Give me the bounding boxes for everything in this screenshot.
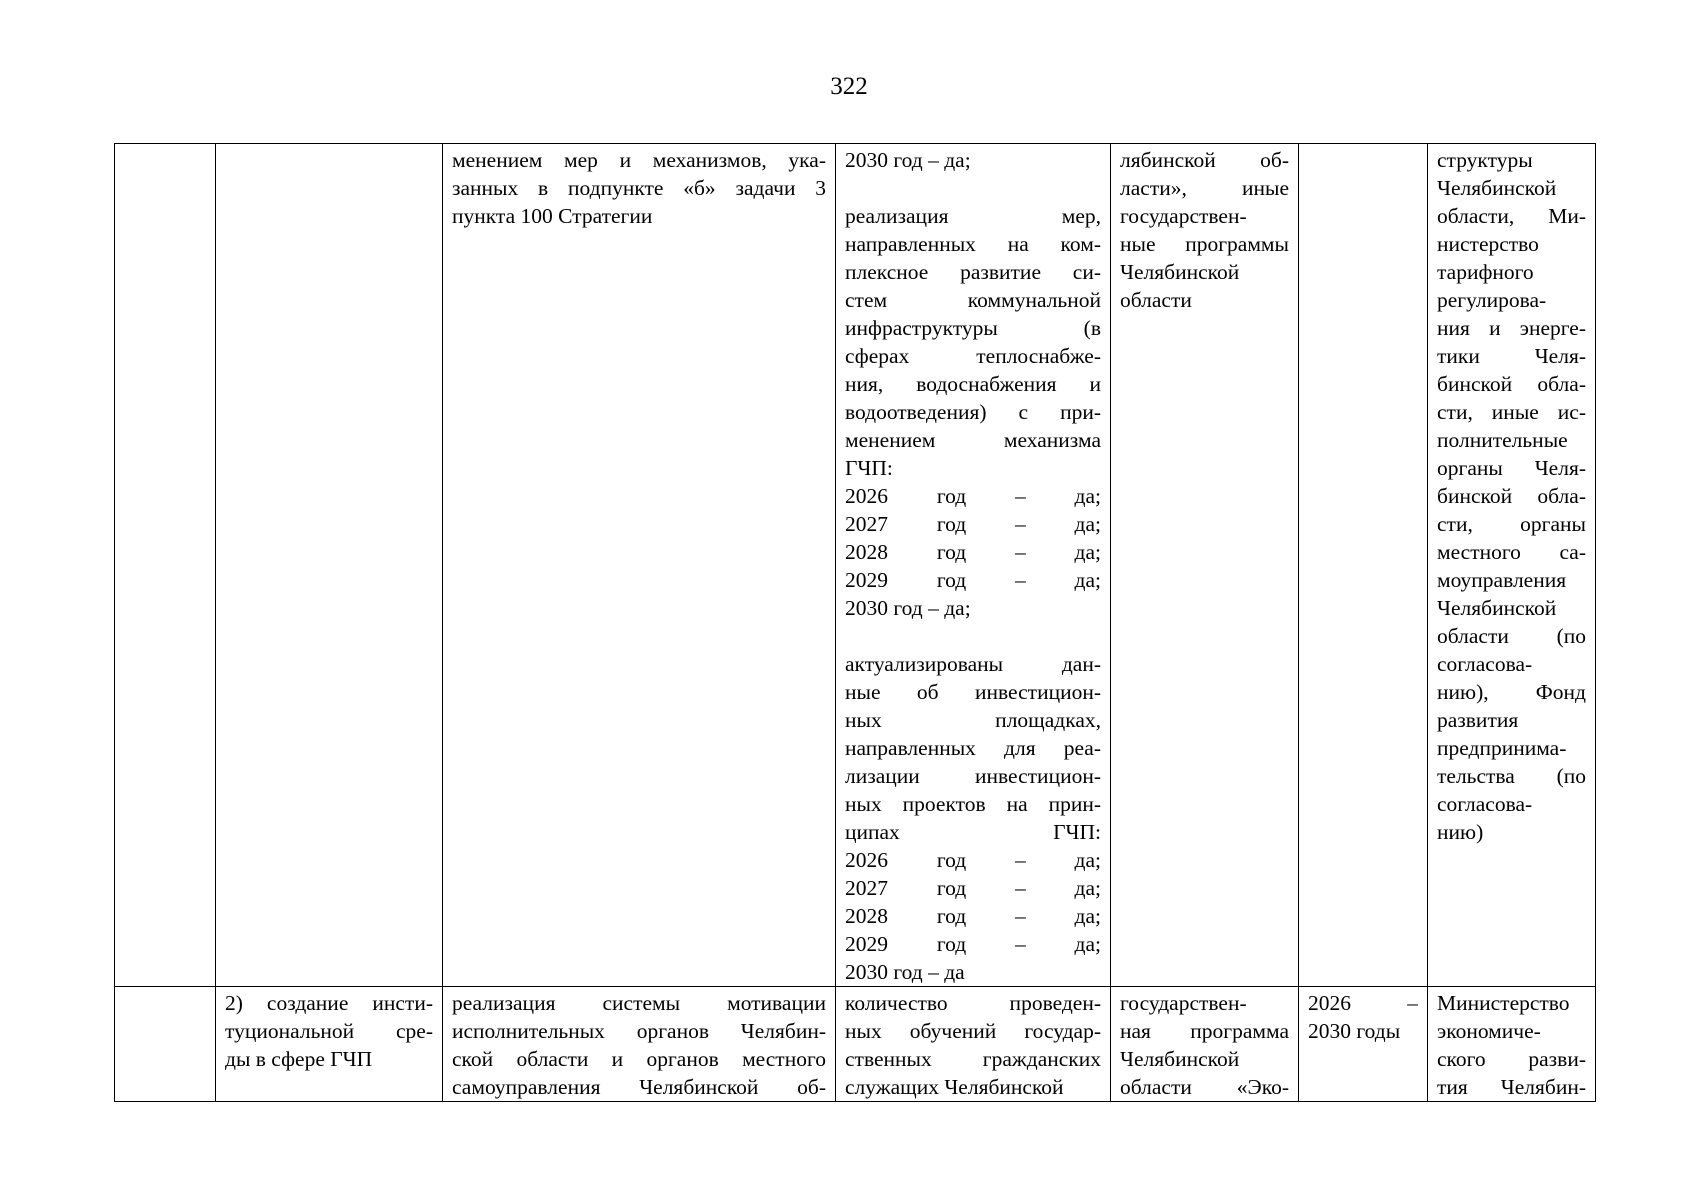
paragraph-gap: [845, 174, 1101, 202]
cell-text-line: 2028 год – да;: [845, 540, 1101, 564]
cell-text-line: развития: [1437, 708, 1519, 732]
cell-text-line: государствен-: [1120, 991, 1247, 1015]
cell-text-line: экономиче-: [1437, 1019, 1541, 1043]
cell-text-line: тарифного: [1437, 260, 1534, 284]
cell-text-line: тики Челя-: [1437, 344, 1586, 368]
cell-text-line: 2027 год – да;: [845, 876, 1101, 900]
cell-text-line: стем коммунальной: [845, 288, 1101, 312]
cell-text-line: ГЧП:: [845, 456, 893, 480]
cell-text-line: 2026 год – да;: [845, 484, 1101, 508]
cell-text-line: ды в сфере ГЧП: [225, 1047, 373, 1071]
cell-text-line: регулирова-: [1437, 288, 1547, 312]
table-row: [115, 144, 1596, 987]
cell-task: [216, 987, 443, 1102]
cell-text-line: ная программа: [1120, 1019, 1289, 1043]
cell-indicator: [836, 987, 1111, 1102]
cell-text-line: области: [1120, 288, 1192, 312]
cell-text-line: нию): [1437, 820, 1484, 844]
cell-text-line: плексное развитие си-: [845, 260, 1101, 284]
cell-text-line: реализация мер,: [845, 204, 1101, 228]
cell-text-line: водоотведения) с при-: [845, 400, 1101, 424]
cell-text-line: ных площадках,: [845, 708, 1101, 732]
cell-text-line: моуправления: [1437, 568, 1567, 592]
cell-text-line: туциональной сре-: [225, 1019, 433, 1043]
cell-text-line: 2029 год – да;: [845, 568, 1101, 592]
cell-text-line: количество проведен-: [845, 991, 1101, 1015]
cell-program: [1111, 144, 1299, 987]
cell-text-line: лизации инвестицион-: [845, 764, 1101, 788]
cell-text-line: структуры: [1437, 148, 1533, 172]
cell-text-line: Челябинской: [1120, 260, 1240, 284]
cell-text-line: нию), Фонд: [1437, 680, 1586, 704]
cell-text-line: ского разви-: [1437, 1047, 1586, 1071]
cell-text-line: 2026 –: [1308, 991, 1418, 1015]
cell-indicator: [836, 144, 1111, 987]
cell-text-line: Челябинской: [1120, 1047, 1240, 1071]
cell-text-line: местного са-: [1437, 540, 1586, 564]
cell-text-line: сферах теплоснабже-: [845, 344, 1101, 368]
cell-text-line: 2026 год – да;: [845, 848, 1101, 872]
cell-text-line: реализация системы мотивации: [452, 991, 826, 1015]
cell-text-line: 2) создание инсти-: [225, 991, 433, 1015]
cell-text-line: согласова-: [1437, 652, 1533, 676]
measures-table: [114, 143, 1596, 1102]
paragraph-gap: [845, 622, 1101, 650]
cell-number: [115, 144, 216, 987]
cell-text-line: ния, водоснабжения и: [845, 372, 1101, 396]
cell-text-line: самоуправления Челябинской об-: [452, 1075, 826, 1099]
cell-text-line: ственных гражданских: [845, 1047, 1101, 1071]
cell-responsible: [1428, 987, 1596, 1102]
cell-text-line: ния и энерге-: [1437, 316, 1586, 340]
cell-text-line: менением механизма: [845, 428, 1101, 452]
cell-text-line: области (по: [1437, 624, 1586, 648]
cell-text-line: сти, органы: [1437, 512, 1586, 536]
cell-text-line: тия Челябин-: [1437, 1075, 1586, 1099]
cell-period: [1299, 987, 1428, 1102]
cell-text-line: бинской обла-: [1437, 372, 1586, 396]
cell-text-line: 2030 годы: [1308, 1019, 1401, 1043]
cell-period: [1299, 144, 1428, 987]
cell-text-line: сти, иные ис-: [1437, 400, 1586, 424]
cell-text-line: Министерство: [1437, 991, 1570, 1015]
cell-text-line: ской области и органов местного: [452, 1047, 826, 1071]
cell-text-line: предпринима-: [1437, 736, 1567, 760]
cell-measure: [443, 144, 836, 987]
cell-text-line: 2030 год – да: [845, 960, 965, 984]
cell-text-line: согласова-: [1437, 792, 1533, 816]
cell-text-line: занных в подпункте «б» задачи 3: [452, 176, 826, 200]
cell-text-line: государствен-: [1120, 204, 1247, 228]
cell-text-line: лябинской об-: [1120, 148, 1289, 172]
cell-program: [1111, 987, 1299, 1102]
cell-text-line: пункта 100 Стратегии: [452, 204, 653, 228]
cell-text-line: актуализированы дан-: [845, 652, 1101, 676]
cell-task: [216, 144, 443, 987]
cell-text-line: полнительные: [1437, 428, 1568, 452]
cell-text-line: ные об инвестицион-: [845, 680, 1101, 704]
cell-text-line: 2029 год – да;: [845, 932, 1101, 956]
cell-text-line: ных обучений государ-: [845, 1019, 1101, 1043]
cell-text-line: ласти», иные: [1120, 176, 1289, 200]
cell-measure: [443, 987, 836, 1102]
cell-text-line: бинской обла-: [1437, 484, 1586, 508]
cell-text-line: области «Эко-: [1120, 1075, 1289, 1099]
cell-text-line: направленных для реа-: [845, 736, 1101, 760]
cell-text-line: ные программы: [1120, 232, 1289, 256]
cell-text-line: 2027 год – да;: [845, 512, 1101, 536]
cell-text-line: органы Челя-: [1437, 456, 1586, 480]
cell-text-line: Челябинской: [1437, 596, 1557, 620]
cell-text-line: менением мер и механизмов, ука-: [452, 148, 826, 172]
cell-text-line: 2030 год – да;: [845, 596, 971, 620]
cell-text-line: 2030 год – да;: [845, 148, 971, 172]
cell-text-line: направленных на ком-: [845, 232, 1101, 256]
cell-text-line: нистерство: [1437, 232, 1539, 256]
cell-text-line: инфраструктуры (в: [845, 316, 1101, 340]
cell-text-line: области, Ми-: [1437, 204, 1586, 228]
table-row: [115, 987, 1596, 1102]
cell-text-line: тельства (по: [1437, 764, 1586, 788]
cell-text-line: служащих Челябинской: [845, 1075, 1064, 1099]
cell-number: [115, 987, 216, 1102]
cell-text-line: 2028 год – да;: [845, 904, 1101, 928]
cell-text-line: ципах ГЧП:: [845, 820, 1101, 844]
page-number: 322: [830, 73, 868, 100]
cell-text-line: Челябинской: [1437, 176, 1557, 200]
cell-text-line: ных проектов на прин-: [845, 792, 1101, 816]
cell-responsible: [1428, 144, 1596, 987]
cell-text-line: исполнительных органов Челябин-: [452, 1019, 826, 1043]
